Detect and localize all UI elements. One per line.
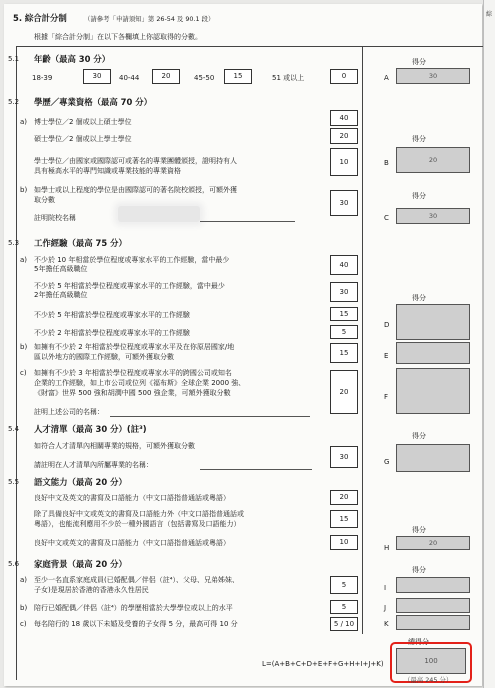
age-score-4[interactable]: 0 <box>330 69 358 84</box>
sec52-letter-c: C <box>384 214 389 222</box>
lang-item-2b: 粵語），也能流利應用不少於一種外國語言（包括書寫及口語能力） <box>34 520 241 528</box>
sec54-letter-g: G <box>384 458 390 466</box>
edu-score-1[interactable]: 40 <box>330 110 358 126</box>
sec56-letter-k: K <box>384 620 389 628</box>
work-item-5a: 如擁有不少於 2 年相當於學位程度或專家水平及在你原居國家/地 <box>34 343 235 351</box>
work-item-3: 不少於 5 年相當於學位程度或專家水平的工作經驗 <box>34 311 190 319</box>
sec51-number: 5.1 <box>8 55 20 63</box>
total-formula: L=(A+B+C+D+E+F+G+H+I+J+K) <box>262 660 384 668</box>
lang-score-2[interactable]: 15 <box>330 510 358 528</box>
lang-score-1[interactable]: 20 <box>330 490 358 505</box>
sec56-letter-i: I <box>384 584 387 592</box>
sec52-b-marker: b) <box>20 186 28 194</box>
score-box-f[interactable] <box>396 368 470 414</box>
family-score-2[interactable]: 5 <box>330 600 358 614</box>
edu-item-4a: 如學士或以上程度的學位是由國際認可的著名院校頒授，可額外獲 <box>34 186 237 194</box>
edu-item-2: 碩士學位／2 個或以上學士學位 <box>34 135 132 143</box>
lang-item-2a: 除了具備良好中文或英文的書寫及口語能力外（中文口語指普通話或 <box>34 510 244 518</box>
sec52-title: 學歷／專業資格（最高 70 分） <box>34 97 152 107</box>
score-box-h[interactable]: 20 <box>396 536 470 550</box>
sec56-letter-j: J <box>384 604 387 612</box>
age-range-2: 40-44 <box>119 74 140 82</box>
edu-score-4[interactable]: 30 <box>330 190 358 216</box>
family-score-1[interactable]: 5 <box>330 576 358 594</box>
sec52-letter-b: B <box>384 159 389 167</box>
sec53-b-marker: b) <box>20 343 28 351</box>
sec52-defen-label-1: 得分 <box>412 135 426 143</box>
work-score-6[interactable]: 20 <box>330 370 358 414</box>
score-box-i[interactable] <box>396 577 470 593</box>
sec56-defen-label: 得分 <box>412 566 426 574</box>
work-item-4: 不少於 2 年相當於學位程度或專家水平的工作經驗 <box>34 329 190 337</box>
work-item-5b: 區以外地方的國際工作經驗，可額外獲取分數 <box>34 353 174 361</box>
sec52-defen-label-2: 得分 <box>412 192 426 200</box>
work-item-2b: 2年擔任高級職位 <box>34 291 88 299</box>
sec53-letter-e: E <box>384 352 389 360</box>
sec51-title: 年齡（最高 30 分） <box>34 54 111 64</box>
family-item-3: 每名陪行的 18 歲以下未婚及受養的子女得 5 分，最高可得 10 分 <box>34 620 238 628</box>
work-score-2[interactable]: 30 <box>330 282 358 302</box>
work-item-1a: 不少於 10 年相當於學位程度或專家水平的工作經驗，當中最少 <box>34 256 230 264</box>
family-item-2: 陪行已婚配偶／伴侶（註⁴）的學歷相當於大學學位或以上的水平 <box>34 604 233 612</box>
work-score-4[interactable]: 5 <box>330 325 358 339</box>
sec56-c-marker: c) <box>20 620 27 628</box>
sec55-number: 5.5 <box>8 478 20 486</box>
sec52-number: 5.2 <box>8 98 20 106</box>
sec56-a-marker: a) <box>20 576 28 584</box>
work-item-2a: 不少於 5 年相當於學位程度或專家水平的工作經驗，當中最少 <box>34 282 225 290</box>
work-item-1b: 5年擔任高級職位 <box>34 265 88 273</box>
lang-item-1: 良好中文及英文的書寫及口語能力（中文口語指普通話或粵語） <box>34 494 230 502</box>
age-score-1[interactable]: 30 <box>83 69 111 84</box>
score-box-b[interactable]: 20 <box>396 147 470 173</box>
age-range-3: 45-50 <box>194 74 215 82</box>
profession-name-line[interactable] <box>200 469 312 470</box>
institution-name-line[interactable] <box>200 221 295 222</box>
edu-item-3b: 具有極高水平的專門知識或專業技能的專業資格 <box>34 167 181 175</box>
work-score-1[interactable]: 40 <box>330 255 358 275</box>
sec53-c-marker: c) <box>20 369 27 377</box>
work-score-3[interactable]: 15 <box>330 307 358 321</box>
age-score-2[interactable]: 20 <box>152 69 180 84</box>
age-range-4: 51 或以上 <box>272 74 305 82</box>
sec51-letter: A <box>384 74 389 82</box>
section-reference: （請參考「申請須知」第 26-54 及 90.1 段） <box>84 15 215 23</box>
lang-score-3[interactable]: 10 <box>330 535 358 550</box>
edu-score-3[interactable]: 10 <box>330 148 358 176</box>
score-box-g[interactable] <box>396 444 470 472</box>
sec52-a-marker: a) <box>20 118 28 126</box>
family-item-1b: 子女)是現居於香港的香港永久性居民 <box>34 586 149 594</box>
section-title: 5. 綜合計分制 <box>13 13 67 23</box>
sec56-number: 5.6 <box>8 560 20 568</box>
sec53-number: 5.3 <box>8 239 20 247</box>
edu-item-4b: 取分數 <box>34 196 55 204</box>
score-box-d[interactable] <box>396 304 470 340</box>
score-box-a[interactable]: 30 <box>396 68 470 84</box>
edu-score-2[interactable]: 20 <box>330 128 358 144</box>
talent-item-2: 請註明在人才清單內所屬專業的名稱： <box>34 461 153 469</box>
sec53-a-marker: a) <box>20 256 28 264</box>
institution-name-label: 註明院校名稱 <box>34 214 76 222</box>
company-name-label: 註明上述公司的名稱： <box>34 408 104 416</box>
score-box-j[interactable] <box>396 598 470 613</box>
age-range-1: 18-39 <box>32 74 53 82</box>
work-item-6b: 企業的工作經驗，如上市公司或位列《福布斯》全球企業 2000 強、 <box>34 379 246 387</box>
edge-text: 綜 <box>486 11 493 18</box>
sec53-letter-d: D <box>384 321 390 329</box>
company-name-line[interactable] <box>110 416 310 417</box>
sec53-title: 工作經驗（最高 75 分） <box>34 238 127 248</box>
top-rule <box>16 46 483 47</box>
sec54-title: 人才清單（最高 30 分）(註³) <box>34 424 147 434</box>
sec56-title: 家庭背景（最高 20 分） <box>34 559 127 569</box>
total-max-note: （最高 245 分） <box>404 676 453 684</box>
sec56-b-marker: b) <box>20 604 28 612</box>
score-box-e[interactable] <box>396 342 470 364</box>
family-score-3[interactable]: 5 / 10 <box>330 617 358 631</box>
edu-item-1: 博士學位／2 個或以上碩士學位 <box>34 118 132 126</box>
redacted-institution-name <box>118 206 200 222</box>
sec54-number: 5.4 <box>8 425 20 433</box>
edu-item-3a: 學士學位／由國家或國際認可或著名的專業團體頒授，證明持有人 <box>34 157 237 165</box>
next-page-edge <box>483 0 495 688</box>
work-score-5[interactable]: 15 <box>330 343 358 363</box>
talent-score[interactable]: 30 <box>330 446 358 468</box>
talent-item-1: 如符合人才清單內相關專業的規格，可額外獲取分數 <box>34 442 195 450</box>
left-border-line <box>16 46 17 680</box>
work-item-6c: 《財富》世界 500 強和胡潤中國 500 強企業，可額外獲取分數 <box>34 389 231 397</box>
sec55-defen-label: 得分 <box>412 526 426 534</box>
age-score-3[interactable]: 15 <box>224 69 252 84</box>
total-label: 總得分 <box>408 638 429 646</box>
intro-text: 根據「綜合計分制」在以下各欄填上你認取得的分數。 <box>34 33 202 41</box>
score-box-c[interactable]: 30 <box>396 208 470 224</box>
sec53-letter-f: F <box>384 393 389 401</box>
sec55-title: 語文能力（最高 20 分） <box>34 477 127 487</box>
sec55-letter-h: H <box>384 544 390 552</box>
family-item-1a: 至少一名直系家庭成員(已婚配偶／伴侶（註⁴）、父母、兄弟姊妹、 <box>34 576 240 584</box>
sec54-defen-label: 得分 <box>412 432 426 440</box>
work-item-6a: 如擁有不少於 3 年相當於學位程度或專家水平的跨國公司或知名 <box>34 369 232 377</box>
sec53-defen-label: 得分 <box>412 294 426 302</box>
score-column-divider <box>362 46 363 634</box>
lang-item-3: 良好中文或英文的書寫及口語能力（中文口語指普通話或粵語） <box>34 539 230 547</box>
score-box-k[interactable] <box>396 615 470 630</box>
score-box-l-total[interactable]: 100 <box>396 648 466 674</box>
sec51-defen-label: 得分 <box>412 58 426 66</box>
